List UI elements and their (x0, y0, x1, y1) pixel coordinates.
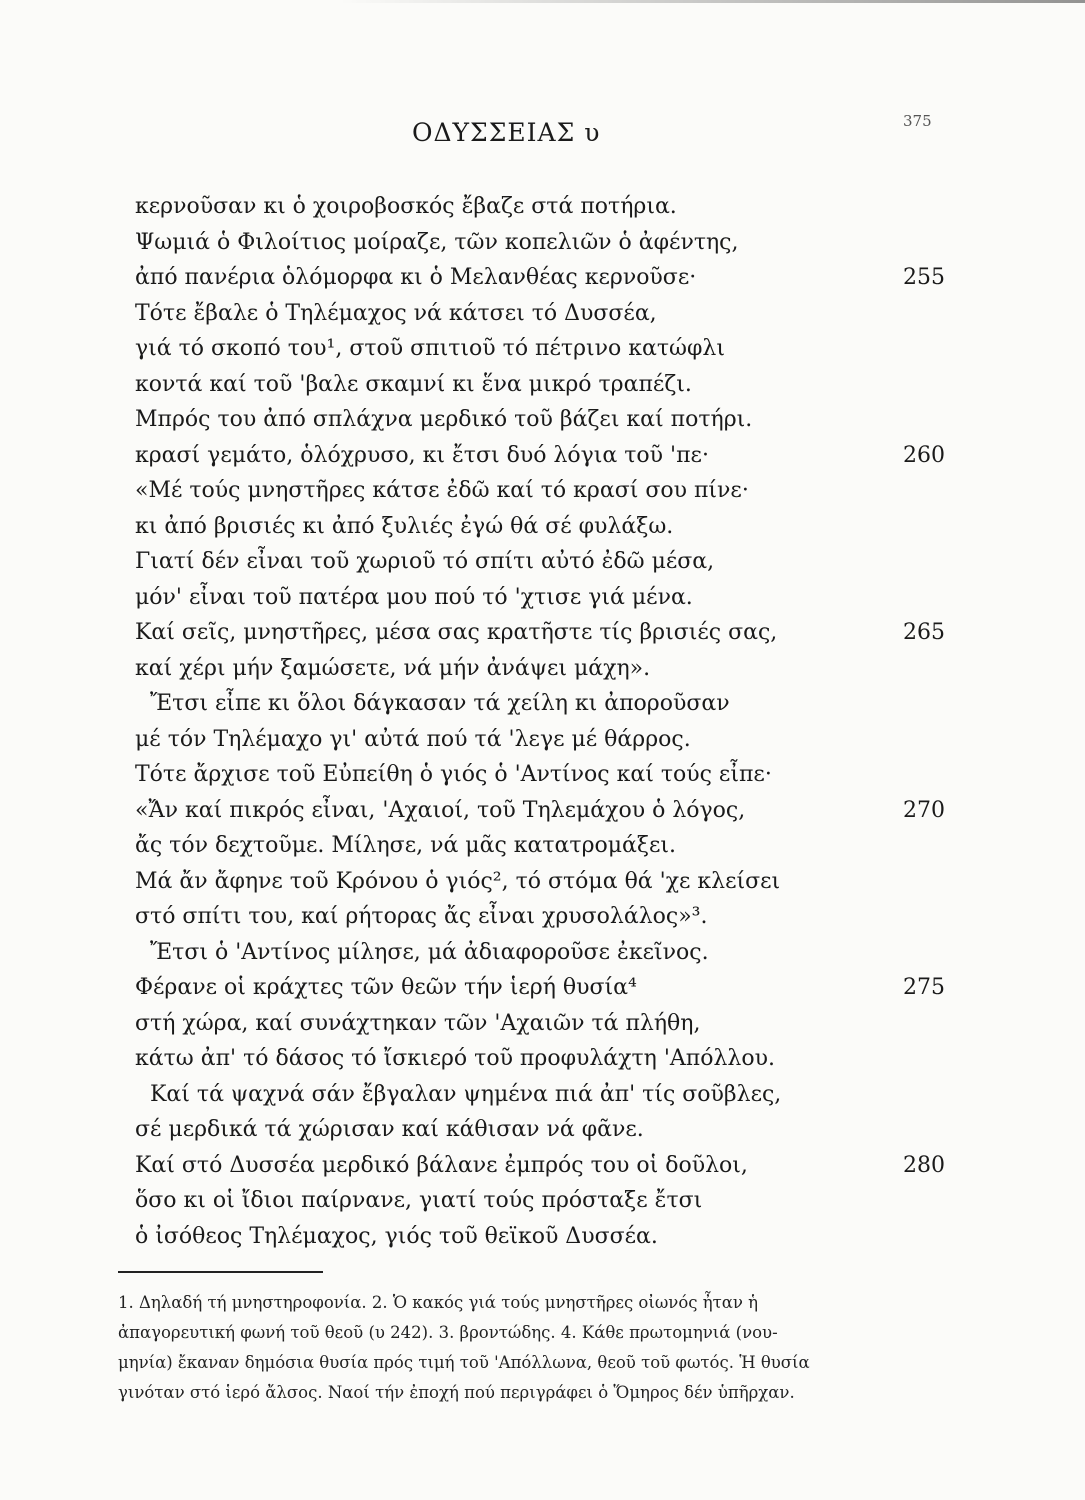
verse-line: σέ μερδικά τά χώρισαν καί κάθισαν νά φᾶνε. (135, 1117, 644, 1143)
verse-line: Φέρανε οἱ κράχτες τῶν θεῶν τήν ἱερή θυσία⁴ (135, 975, 637, 1001)
footnote-line: 1. Δηλαδή τή μνηστηροφονία. 2. Ὁ κακός γιά τούς μνηστῆρες οἰωνός ἦταν ἡ (118, 1293, 759, 1312)
verse-line: Καί στό Δυσσέα μερδικό βάλανε ἐμπρός του οἱ δοῦλοι, (135, 1152, 748, 1178)
verse-line: κοντά καί τοῦ 'βαλε σκαμνί κι ἕνα μικρό τραπέζι. (135, 371, 692, 397)
running-title: ΟΔΥΣΣΕΙΑΣ υ (412, 118, 601, 147)
line-number: 265 (903, 620, 945, 646)
line-number: 280 (903, 1152, 945, 1178)
verse-line: κάτω ἀπ' τό δάσος τό ἴσκιερό τοῦ προφυλάχτη 'Απόλλου. (135, 1046, 775, 1072)
page-number: 375 (903, 112, 932, 130)
footnotes (118, 1288, 960, 1408)
verse-line: Μπρός του ἀπό σπλάχνα μερδικό τοῦ βάζει καί ποτήρι. (135, 407, 753, 433)
verse-line: ἀπό πανέρια ὁλόμορφα κι ὁ Μελανθέας κερνοῦσε· (135, 265, 697, 291)
verse-line: Γιατί δέν εἶναι τοῦ χωριοῦ τό σπίτι αὐτό ἐδῶ μέσα, (135, 549, 715, 575)
line-number: 275 (903, 975, 945, 1001)
footnote-rule (118, 1271, 323, 1273)
verse-line: ἄς τόν δεχτοῦμε. Μίλησε, νά μᾶς κατατρομάξει. (135, 833, 677, 859)
verse-line: «Μέ τούς μνηστῆρες κάτσε ἐδῶ καί τό κρασί σου πίνε· (135, 478, 749, 504)
verse-line: ὁ ἰσόθεος Τηλέμαχος, γιός τοῦ θεϊκοῦ Δυσσέα. (135, 1224, 658, 1249)
verse-line: μόν' εἶναι τοῦ πατέρα μου πού τό 'χτισε γιά μένα. (135, 584, 693, 610)
verse-line: κερνοῦσαν κι ὁ χοιροβοσκός ἔβαζε στά ποτήρια. (135, 194, 677, 219)
verse-line: Ἔτσι εἶπε κι ὅλοι δάγκασαν τά χείλη κι ἀποροῦσαν (150, 691, 730, 717)
verse-line: Ψωμιά ὁ Φιλοίτιος μοίραζε, τῶν κοπελιῶν ὁ ἀφέντης, (135, 229, 739, 255)
line-number: 270 (903, 797, 945, 823)
line-number: 255 (903, 265, 945, 291)
verse-line: Ἔτσι ὁ 'Αντίνος μίλησε, μά ἀδιαφοροῦσε ἐκεῖνος. (150, 939, 709, 965)
verse-line: Τότε ἄρχισε τοῦ Εὐπείθη ὁ γιός ὁ 'Αντίνος καί τούς εἶπε· (135, 762, 772, 788)
verse-line: Τότε ἔβαλε ὁ Τηλέμαχος νά κάτσει τό Δυσσέα, (135, 300, 657, 326)
verse-line: καί χέρι μήν ξαμώσετε, νά μήν ἀνάψει μάχη». (135, 655, 651, 681)
line-number: 260 (903, 442, 945, 468)
verse-line: μέ τόν Τηλέμαχο γι' αὐτά πού τά 'λεγε μέ θάρρος. (135, 726, 691, 752)
verse-line: Μά ἄν ἄφηνε τοῦ Κρόνου ὁ γιός², τό στόμα θά 'χε κλείσει (135, 868, 781, 894)
verse-line: στή χώρα, καί συνάχτηκαν τῶν 'Αχαιῶν τά πλήθη, (135, 1010, 701, 1036)
verse-line: κρασί γεμάτο, ὁλόχρυσο, κι ἔτσι δυό λόγια τοῦ 'πε· (135, 442, 709, 468)
verse-line: Καί σεῖς, μνηστῆρες, μέσα σας κρατῆστε τίς βρισιές σας, (135, 620, 778, 646)
verse-line: γιά τό σκοπό του¹, στοῦ σπιτιοῦ τό πέτρινο κατώφλι (135, 336, 725, 362)
footnote-line: ἀπαγορευτική φωνή τοῦ θεοῦ (υ 242). 3. βροντώδης. 4. Κάθε πρωτομηνιά (νου- (118, 1323, 778, 1342)
footnote-line: μηνία) ἔκαναν δημόσια θυσία πρός τιμή τοῦ 'Απόλλωνα, θεοῦ τοῦ φωτός. Ἡ θυσία (118, 1353, 810, 1372)
verse-line: κι ἀπό βρισιές κι ἀπό ξυλιές ἐγώ θά σέ φυλάξω. (135, 513, 674, 539)
verse-line: «Ἄν καί πικρός εἶναι, 'Αχαιοί, τοῦ Τηλεμάχου ὁ λόγος, (135, 797, 746, 823)
footnote-line: γινόταν στό ἱερό ἄλσος. Ναοί τήν ἐποχή πού περιγράφει ὁ Ὅμηρος δέν ὑπῆρχαν. (118, 1383, 795, 1402)
verse-line: ὅσο κι οἱ ἴδιοι παίρνανε, γιατί τούς πρόσταξε ἔτσι (135, 1188, 703, 1214)
verse-line: στό σπίτι του, καί ρήτορας ἄς εἶναι χρυσολάλος»³. (135, 904, 708, 930)
verse-line: Καί τά ψαχνά σάν ἔβγαλαν ψημένα πιά ἀπ' τίς σοῦβλες, (150, 1081, 782, 1107)
